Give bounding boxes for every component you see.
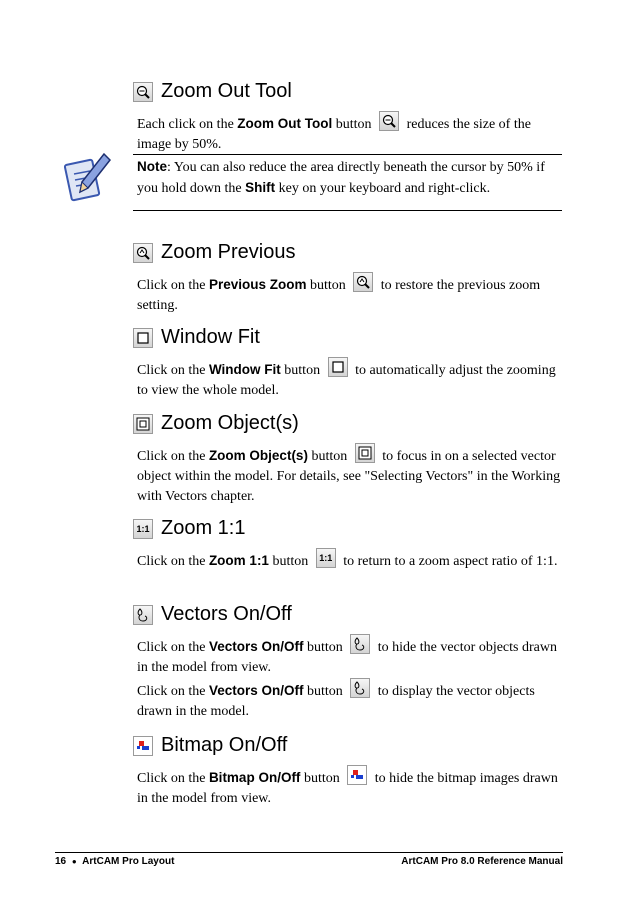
text: to restore the previous zoom setting. xyxy=(137,278,541,313)
text: Click on the xyxy=(137,449,206,464)
footer-right-title: ArtCAM Pro 8.0 Reference Manual xyxy=(401,856,563,867)
paragraph-vectors-hide xyxy=(137,634,563,678)
bold-term: Zoom Object(s) xyxy=(208,448,308,463)
text: button xyxy=(306,640,343,655)
text: to automatically adjust the zooming to view the whole model. xyxy=(137,363,556,398)
zoom-objects-icon xyxy=(133,414,153,434)
vectors-icon xyxy=(133,605,153,625)
zoom-objects-icon xyxy=(355,443,375,463)
text: key on your keyboard and right-click. xyxy=(278,181,491,196)
text: to return to a zoom aspect ratio of 1:1. xyxy=(343,554,558,569)
heading-window-fit xyxy=(133,326,260,349)
note-box xyxy=(133,154,562,211)
text: button xyxy=(311,449,348,464)
paragraph-bitmap xyxy=(137,765,563,809)
bold-term: Previous Zoom xyxy=(208,277,307,292)
text: button xyxy=(284,363,321,378)
bitmap-icon xyxy=(133,736,153,756)
zoom-1-1-icon xyxy=(316,548,336,568)
text: button xyxy=(335,117,372,132)
text: reduces the size of the image by 50%. xyxy=(137,117,531,152)
heading-vectors-on-off xyxy=(133,603,292,626)
text: Click on the xyxy=(137,684,206,699)
bold-term: Shift xyxy=(245,180,276,195)
text: button xyxy=(309,278,346,293)
text: Each click on the xyxy=(137,117,234,132)
text: Click on the xyxy=(137,640,206,655)
vectors-icon xyxy=(350,678,370,698)
bold-term: Zoom Out Tool xyxy=(237,116,333,131)
bold-term: Vectors On/Off xyxy=(208,683,304,698)
heading-text: Vectors On/Off xyxy=(161,603,292,625)
icon-text: 1:1 xyxy=(136,523,150,534)
window-fit-icon xyxy=(133,328,153,348)
text: Click on the xyxy=(137,278,206,293)
heading-text: Zoom Previous xyxy=(161,241,296,263)
heading-text: Bitmap On/Off xyxy=(161,734,288,756)
heading-text: Zoom Out Tool xyxy=(161,80,292,102)
text: Click on the xyxy=(137,554,206,569)
footer-left xyxy=(55,856,174,867)
heading-bitmap-on-off xyxy=(133,734,287,757)
note-label: Note xyxy=(137,159,167,174)
note-pencil-icon xyxy=(64,152,114,204)
vectors-icon xyxy=(350,634,370,654)
bold-term: Bitmap On/Off xyxy=(208,770,301,785)
text: button xyxy=(303,771,340,786)
paragraph-zoom-1-1 xyxy=(137,548,563,572)
paragraph-window-fit xyxy=(137,357,563,401)
heading-text: Zoom 1:1 xyxy=(161,517,246,539)
footer-bullet: ● xyxy=(71,857,77,866)
footer-right xyxy=(401,856,563,867)
text: to display the vector objects drawn in the model. xyxy=(137,684,535,719)
zoom-previous-icon xyxy=(133,243,153,263)
window-fit-icon xyxy=(328,357,348,377)
text: to hide the vector objects drawn in the model from view. xyxy=(137,640,557,675)
paragraph-zoom-previous xyxy=(137,272,563,316)
zoom-out-icon xyxy=(133,82,153,102)
text: button xyxy=(272,554,309,569)
bitmap-icon xyxy=(347,765,367,785)
zoom-previous-icon xyxy=(353,272,373,292)
zoom-1-1-icon xyxy=(133,519,153,539)
zoom-out-icon xyxy=(379,111,399,131)
heading-zoom-1-1 xyxy=(133,517,245,540)
heading-text: Zoom Object(s) xyxy=(161,412,299,434)
text: button xyxy=(306,684,343,699)
footer-left-title: ArtCAM Pro Layout xyxy=(82,856,175,867)
bold-term: Vectors On/Off xyxy=(208,639,304,654)
bold-term: Zoom 1:1 xyxy=(208,553,269,568)
paragraph-zoom-out xyxy=(137,111,563,155)
icon-text: 1:1 xyxy=(319,553,333,563)
text: to hide the bitmap images drawn in the model from view. xyxy=(137,771,558,806)
paragraph-vectors-display xyxy=(137,678,563,722)
footer-rule xyxy=(55,852,563,853)
paragraph-zoom-objects xyxy=(137,443,563,507)
bold-term: Window Fit xyxy=(208,362,281,377)
text: to focus in on a selected vector object within the model. For details, see "Selecting Vectors" in the Working with Vectors chapter. xyxy=(137,449,561,504)
heading-zoom-previous xyxy=(133,241,296,264)
text: Click on the xyxy=(137,363,206,378)
text: : You can also reduce the area directly beneath the cursor by 50% if you hold down the xyxy=(137,160,545,196)
heading-zoom-out-tool xyxy=(133,80,292,103)
text: Click on the xyxy=(137,771,206,786)
heading-text: Window Fit xyxy=(161,326,260,348)
page-number: 16 xyxy=(55,856,67,867)
heading-zoom-objects xyxy=(133,412,299,435)
